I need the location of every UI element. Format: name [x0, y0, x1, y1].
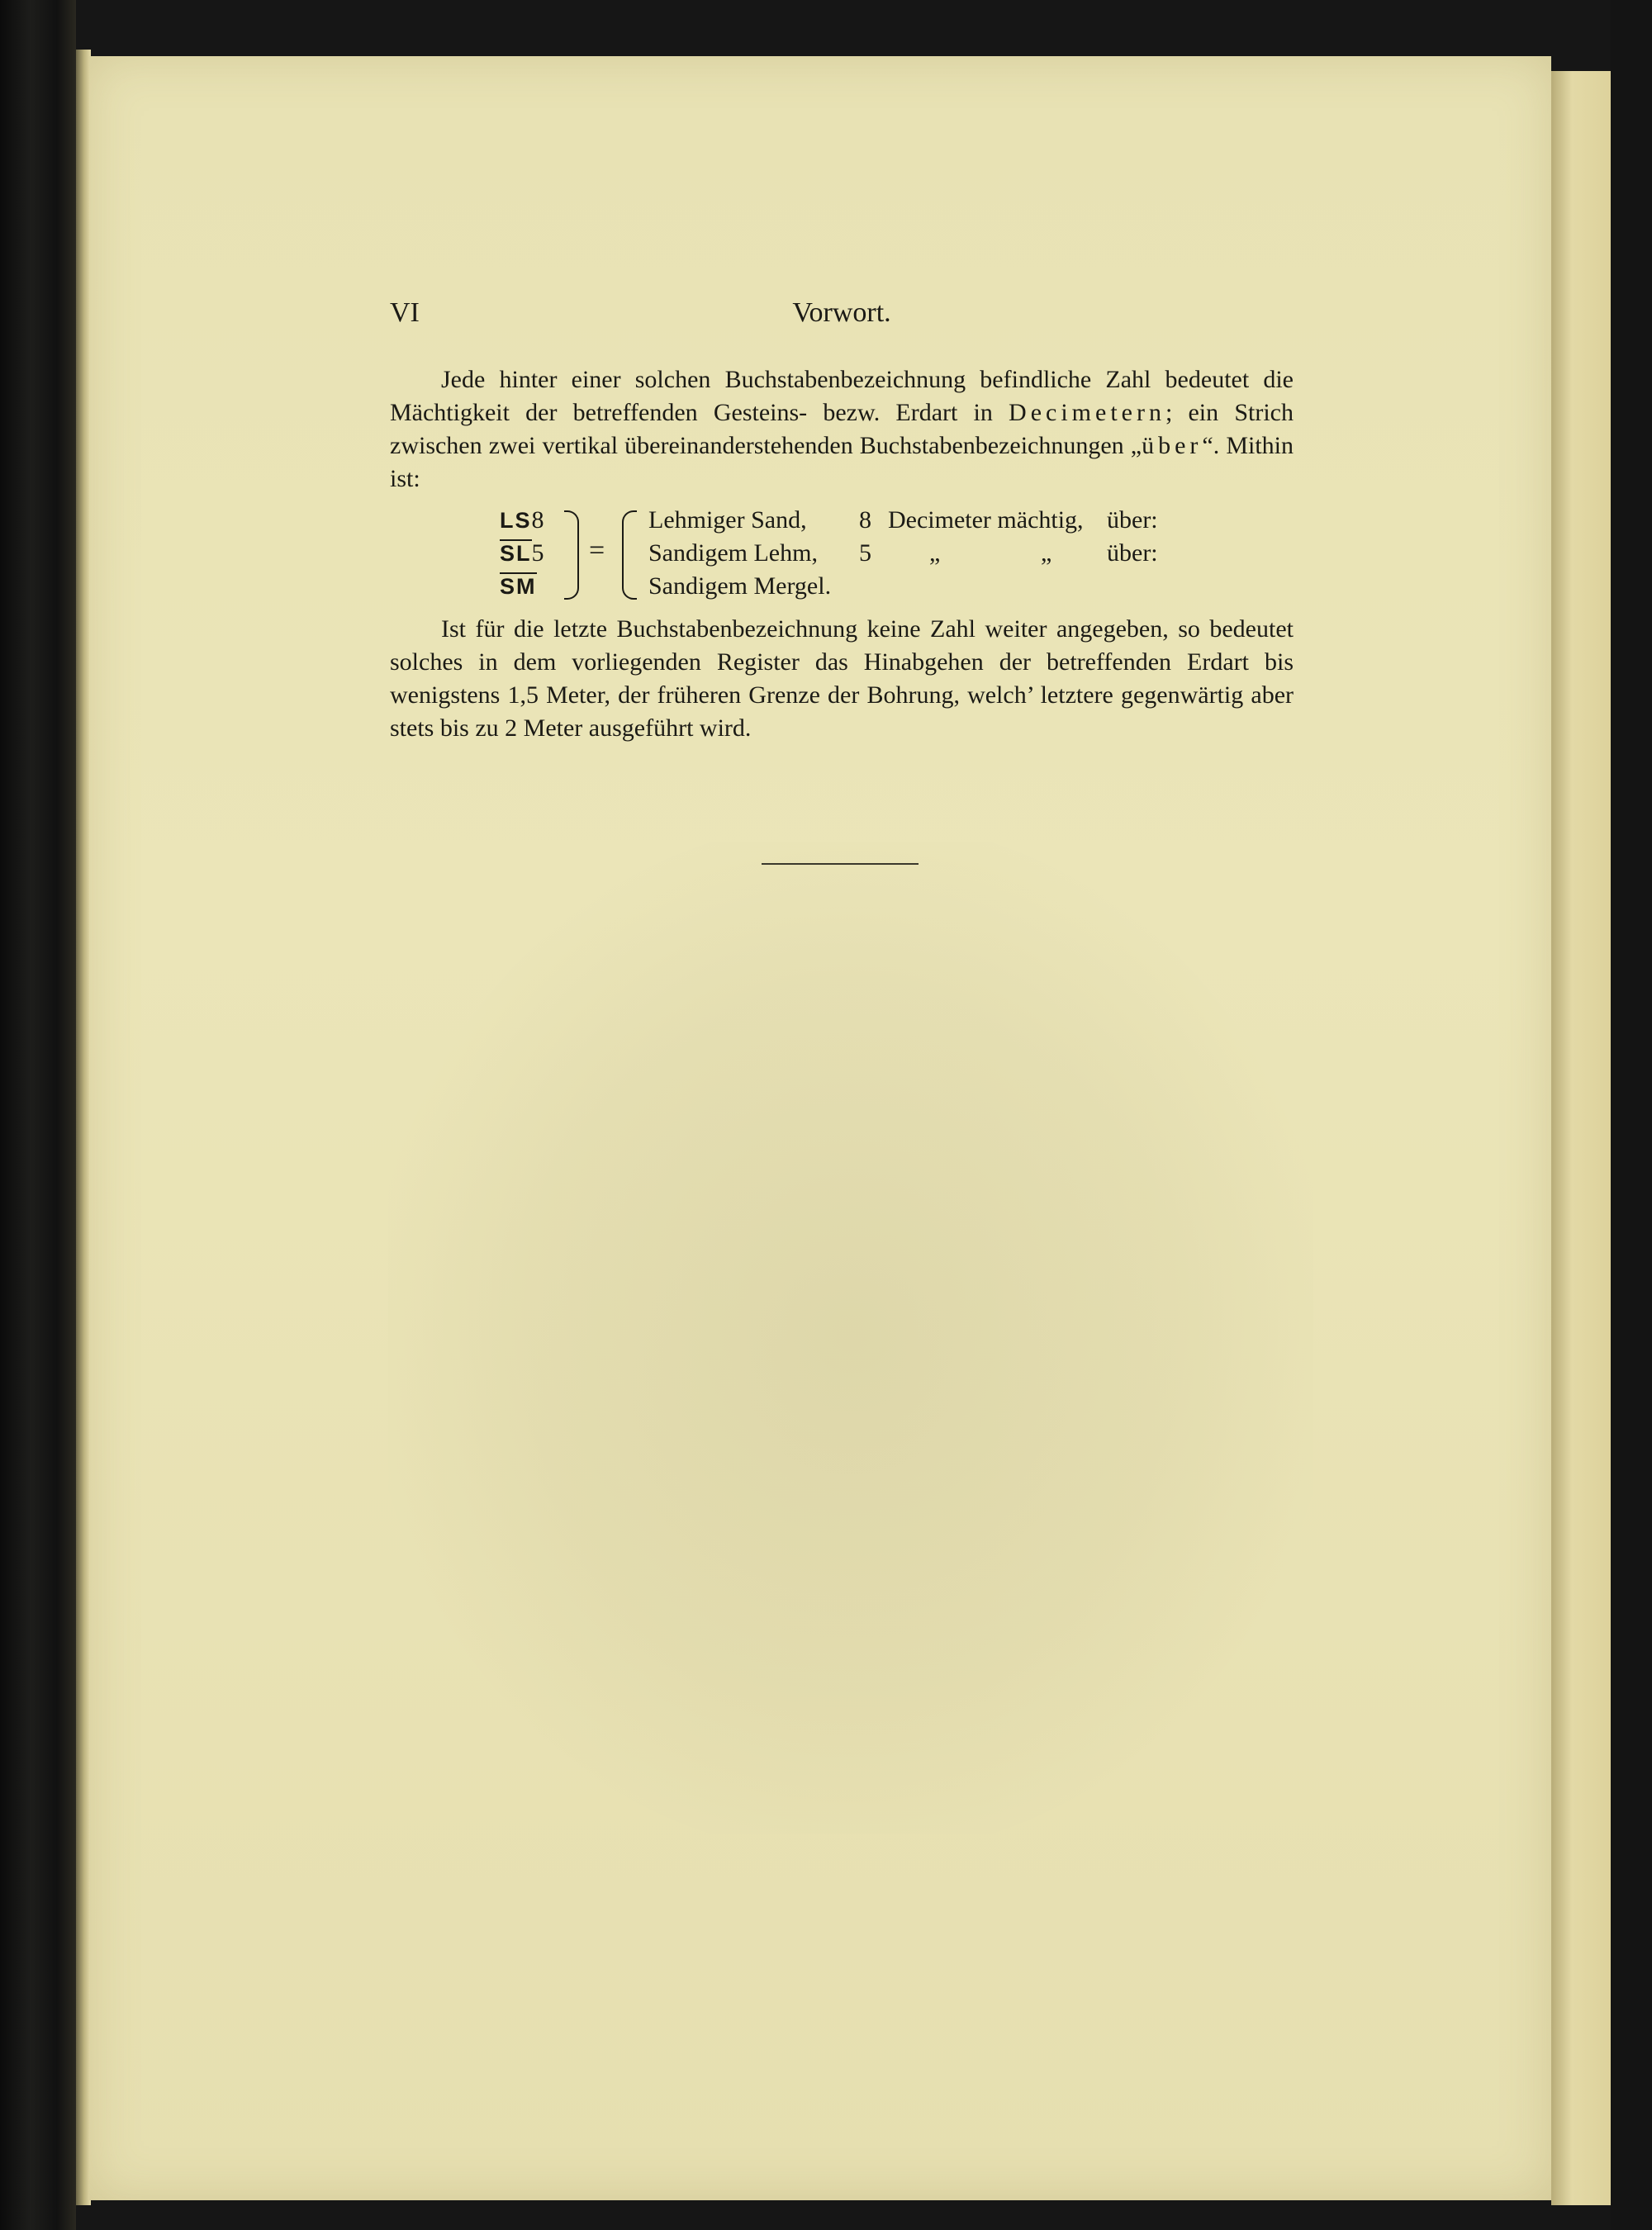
- paragraph-2-text: Ist für die letzte Buchstabenbezeichnung keine Zahl weiter angegeben, so bedeutet solches in dem vorliegenden Register das Hinabgehen der betreffenden Erdart bis wenigstens 1,5 Meter, der früheren Grenze der Bohrung, welch’ letztere gegenwärtig aber stets bis zu 2 Meter ausgeführt wird.: [390, 615, 1294, 742]
- paragraph-1-text-b: ; ein Strich zwischen zwei vertikal übereinanderstehenden Buchstabenbezeichnungen „: [390, 399, 1294, 459]
- background-edge: [1611, 0, 1652, 2230]
- definition-row: [648, 570, 1177, 603]
- definition-name: Lehmiger Sand,: [648, 506, 807, 534]
- paragraph-1: [390, 363, 1294, 496]
- code-row: [500, 537, 558, 570]
- ditto-mark: „: [1041, 539, 1052, 567]
- code-row: [500, 504, 558, 537]
- definition-tail: über:: [1107, 539, 1158, 567]
- soil-code-formula: [500, 504, 1177, 603]
- page-number: VI: [390, 297, 420, 328]
- emphasis-ueber: über: [1142, 432, 1203, 459]
- paragraph-2: [390, 613, 1294, 745]
- page-header: [390, 297, 1294, 339]
- soil-code: SL: [500, 541, 532, 566]
- definition-number: 5: [859, 539, 871, 567]
- emphasis-decimetern: Decimetern: [1009, 399, 1165, 426]
- paragraph-1-text-c: “. Mithin ist:: [390, 432, 1294, 492]
- code-column: [500, 504, 558, 603]
- definition-tail: über:: [1107, 506, 1158, 534]
- definition-unit: Decimeter mächtig,: [888, 506, 1084, 534]
- definition-row: [648, 504, 1177, 537]
- equals-sign: =: [589, 535, 605, 566]
- definition-name: Sandigem Mergel.: [648, 572, 832, 600]
- book-binding: [0, 0, 76, 2230]
- definition-row: [648, 537, 1177, 570]
- definition-name: Sandigem Lehm,: [648, 539, 818, 567]
- paragraph-1-text-a: Jede hinter einer solchen Buchstabenbezeichnung befindliche Zahl bedeutet die Mächtigkeit der betreffenden Gesteins- bezw. Erdart in: [390, 366, 1294, 426]
- section-divider: [762, 863, 919, 865]
- definition-number: 8: [859, 506, 871, 534]
- definition-column: [648, 504, 1177, 603]
- ditto-mark: „: [929, 539, 941, 567]
- code-thickness: 5: [531, 539, 544, 567]
- code-thickness: 8: [531, 506, 544, 534]
- soil-code: LS: [500, 508, 532, 533]
- next-page-edge: [1551, 71, 1611, 2205]
- closing-brace: [564, 510, 579, 600]
- soil-code: SM: [500, 574, 537, 599]
- opening-brace: [622, 510, 637, 600]
- code-row: [500, 570, 558, 603]
- show-through-bleed: [388, 842, 1313, 1834]
- running-title: Vorwort.: [792, 297, 891, 328]
